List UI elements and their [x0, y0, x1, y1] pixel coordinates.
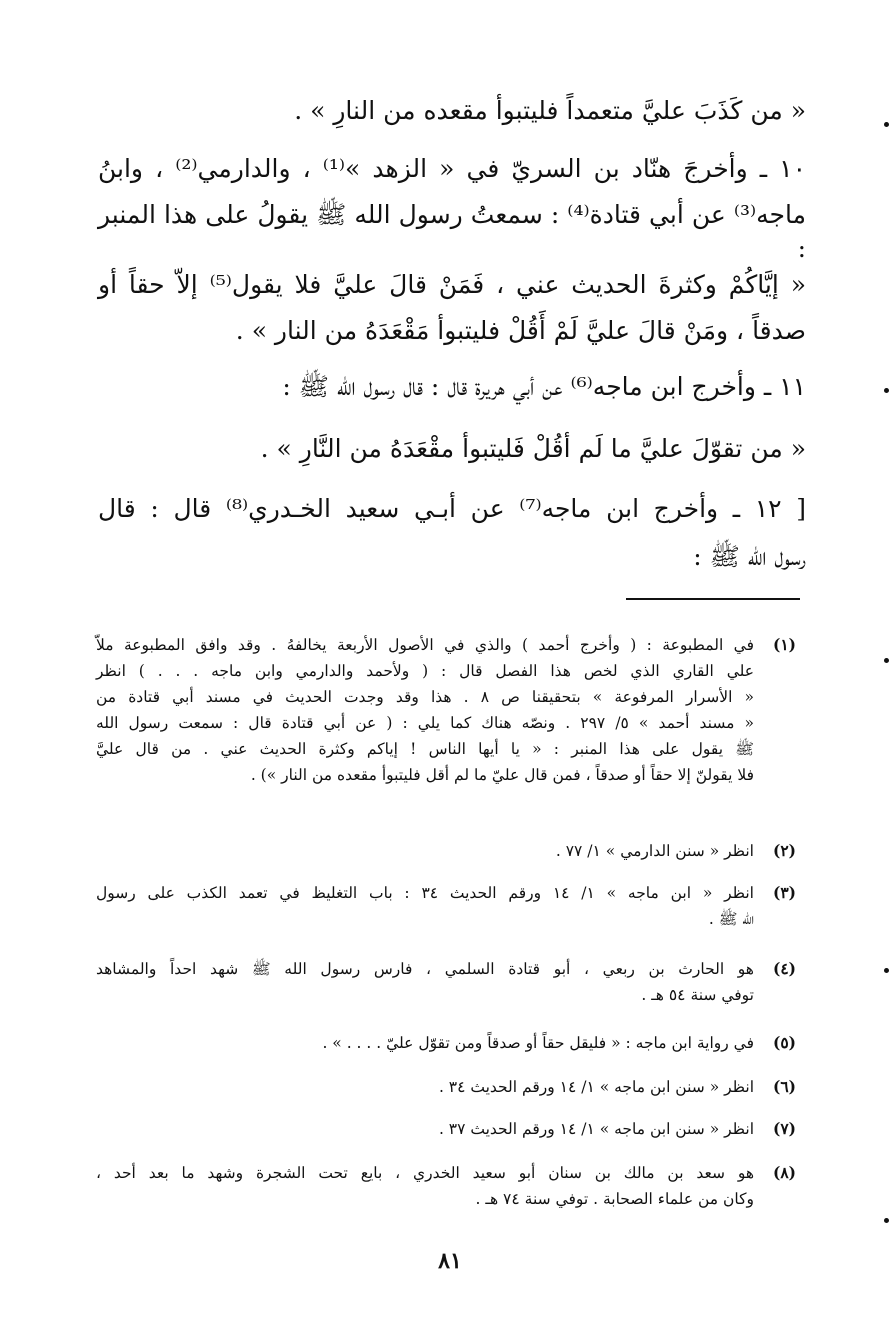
text-line: [ ١٢ ـ وأخرج ابن ماجه⁽⁷⁾ عن أبـي سعيد الخـدري⁽⁸⁾ قال : قال [98, 494, 807, 523]
footnote-line: ﷺ يقول على هذا المنبر : « يا أيها الناس ! إياكم وكثرة الحديث عني . من قال عليَّ [96, 740, 754, 758]
footnote-2 [96, 838, 796, 866]
footnote-number: (١) [772, 635, 796, 654]
footnote-line: « الأسرار المرفوعة » بتحقيقنا ص ٨ . هذا وقد وجدت الحديث في مسند أبي قتادة من [96, 688, 754, 706]
footnote-line: فلا يقولنّ إلا حقاً أو صدقاً ، فمن قال عليّ ما لم أقل فليتبوأ مقعده من النار ») . [250, 766, 754, 784]
footnote-line: الله ﷺ . [708, 910, 754, 928]
page-number: ٨١ [438, 1248, 462, 1274]
footnote-7 [96, 1116, 796, 1144]
text-line: رسول الله ﷺ : [693, 542, 806, 571]
footnote-5 [96, 1030, 796, 1058]
footnote-6 [96, 1074, 796, 1102]
footnote-line: في المطبوعة : ( وأخرج أحمد ) والذي في الأصول الأربعة يخالفهُ . وقد وافق المطبوعة ملاّ [96, 636, 754, 654]
footnote-number: (٤) [772, 959, 796, 978]
footnote-number: (٥) [772, 1033, 796, 1052]
text-line: ماجه⁽³⁾ عن أبي قتادة⁽⁴⁾ : سمعتُ رسول الله ﷺ يقولُ على هذا المنبر : [98, 200, 806, 263]
footnote-line: توفي سنة ٥٤ هـ . [641, 986, 754, 1004]
footnote-line: وكان من علماء الصحابة . توفي سنة ٧٤ هـ . [475, 1190, 754, 1208]
footnote-text [96, 632, 754, 788]
footnote-line: هو سعد بن مالك بن سنان أبو سعيد الخدري ، بايع تحت الشجرة وشهد ما بعد أحد ، [96, 1164, 754, 1182]
footnote-4 [96, 956, 796, 1012]
footnote-text [96, 956, 754, 1008]
scan-mark [884, 1218, 889, 1223]
footnote-1 [96, 632, 796, 792]
footnote-text [96, 1160, 754, 1212]
footnote-line: انظر « ابن ماجه » ١/ ١٤ ورقم الحديث ٣٤ : باب التغليظ في تعمد الكذب على رسول [96, 884, 754, 902]
scan-mark [884, 968, 889, 973]
footnote-text [96, 1116, 754, 1142]
footnote-text [96, 1074, 754, 1100]
footnote-8 [96, 1160, 796, 1216]
footnote-line: انظر « سنن ابن ماجه » ١/ ١٤ ورقم الحديث ٣٧ . [438, 1120, 754, 1138]
scan-mark [884, 122, 889, 127]
footnote-number: (٧) [772, 1119, 796, 1138]
text-line: « من كَذَبَ عليَّ متعمداً فليتبوأ مقعده من النارِ » . [294, 96, 806, 125]
footnote-number: (٣) [772, 883, 796, 902]
scan-mark [884, 658, 889, 663]
footnote-text [96, 880, 754, 932]
footnote-line: علي القاري الذي لخص هذا الفصل قال : ( ولأحمد والدارمي وابن ماجه . . . ) انظر [96, 662, 754, 680]
text-line: « من تقوّلَ عليَّ ما لَم أقُلْ فَليتبوأ مقْعَدَهُ من النَّارِ » . [260, 434, 806, 463]
footnote-line: في رواية ابن ماجه : « فليقل حقاً أو صدقاً ومن تقوّل عليّ . . . . » . [322, 1034, 754, 1052]
text-line: صدقاً ، ومَنْ قالَ عليَّ لَمْ أَقُلْ فليتبوأ مَقْعَدَهُ من النار » . [235, 316, 806, 345]
footnote-number: (٨) [772, 1163, 796, 1182]
text-line: « إيَّاكُمْ وكثرةَ الحديث عني ، فَمَنْ قالَ عليَّ فلا يقول⁽⁵⁾ إلاّ حقاً أو [98, 270, 807, 299]
footnote-line: هو الحارث بن ربعي ، أبو قتادة السلمي ، فارس رسول الله ﷺ شهد احداً والمشاهد [96, 960, 754, 978]
text-line: ١١ ـ وأخرج ابن ماجه⁽⁶⁾ عن أبي هريرة قال : قال رسول الله ﷺ : [282, 372, 806, 401]
footnote-text [96, 838, 754, 864]
footnote-text [96, 1030, 754, 1056]
footnote-number: (٢) [772, 841, 796, 860]
text-line: ١٠ ـ وأخرجَ هنّاد بن السريّ في « الزهد »⁽¹⁾ ، والدارمي⁽²⁾ ، وابنُ [98, 154, 806, 183]
footnote-line: انظر « سنن ابن ماجه » ١/ ١٤ ورقم الحديث ٣٤ . [438, 1078, 754, 1096]
footnote-line: انظر « سنن الدارمي » ١/ ٧٧ . [555, 842, 754, 860]
scan-mark [884, 388, 889, 393]
footnote-3 [96, 880, 796, 936]
footnotes [96, 0, 796, 1240]
footnote-number: (٦) [772, 1077, 796, 1096]
footnote-line: « مسند أحمد » ٥/ ٢٩٧ . ونصّه هناك كما يلي : ( عن أبي قتادة قال : سمعت رسول الله [96, 714, 754, 732]
